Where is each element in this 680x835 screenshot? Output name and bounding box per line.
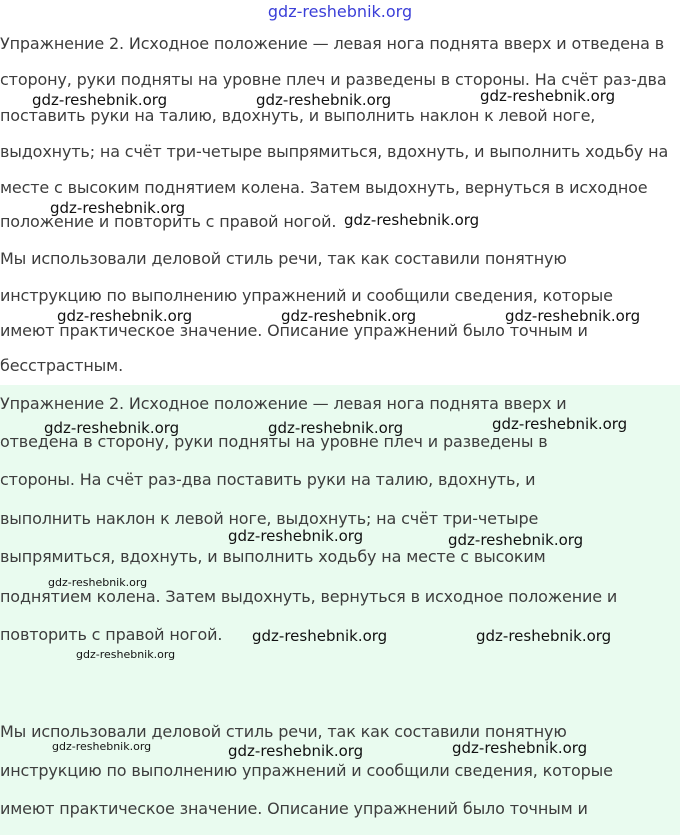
watermark: gdz-reshebnik.org — [228, 742, 364, 760]
text-line: инструкцию по выполнению упражнений и сообщили сведения, которые — [0, 761, 613, 780]
watermark: gdz-reshebnik.org — [256, 91, 392, 109]
watermark: gdz-reshebnik.org — [480, 87, 616, 105]
text-line: бесстрастным. — [0, 356, 124, 375]
text-line: сторону, руки подняты на уровне плеч и разведены в стороны. На счёт раз-два — [0, 70, 667, 89]
watermark: gdz-reshebnik.org — [344, 211, 480, 229]
watermark: gdz-reshebnik.org — [44, 419, 180, 437]
text-line: стороны. На счёт раз-два поставить руки на талию, вдохнуть, и — [0, 470, 536, 489]
watermark: gdz-reshebnik.org — [452, 739, 588, 757]
watermark: gdz-reshebnik.org — [448, 531, 584, 549]
site-link[interactable]: gdz-reshebnik.org — [267, 2, 413, 21]
answer-text-block — [0, 385, 680, 835]
text-line: инструкцию по выполнению упражнений и сообщили сведения, которые — [0, 286, 613, 305]
watermark: gdz-reshebnik.org — [476, 627, 612, 645]
text-line: Упражнение 2. Исходное положение — левая нога поднята вверх и отведена в — [0, 34, 665, 53]
watermark: gdz-reshebnik.org — [57, 307, 193, 325]
watermark: gdz-reshebnik.org — [281, 307, 417, 325]
watermark: gdz-reshebnik.org — [505, 307, 641, 325]
watermark: gdz-reshebnik.org — [48, 576, 148, 589]
text-line: выдохнуть; на счёт три-четыре выпрямиться, вдохнуть, и выполнить ходьбу на — [0, 142, 669, 161]
text-line: положение и повторить с правой ногой. — [0, 212, 337, 231]
watermark: gdz-reshebnik.org — [50, 199, 186, 217]
text-line: Упражнение 2. Исходное положение — левая нога поднята вверх и — [0, 394, 567, 413]
text-line: отведена в сторону, руки подняты на уровне плеч и разведены в — [0, 432, 548, 451]
watermark: gdz-reshebnik.org — [32, 91, 168, 109]
text-line: Мы использовали деловой стиль речи, так как составили понятную — [0, 249, 567, 268]
watermark: gdz-reshebnik.org — [76, 648, 176, 661]
text-line: поставить руки на талию, вдохнуть, и выполнить наклон к левой ноге, — [0, 106, 596, 125]
text-line: имеют практическое значение. Описание упражнений было точным и — [0, 799, 588, 818]
watermark: gdz-reshebnik.org — [252, 627, 388, 645]
text-line: имеют практическое значение. Описание упражнений было точным и — [0, 321, 588, 340]
text-line: повторить с правой ногой. — [0, 625, 223, 644]
text-line: выполнить наклон к левой ноге, выдохнуть; на счёт три-четыре — [0, 509, 539, 528]
watermark: gdz-reshebnik.org — [228, 527, 364, 545]
watermark: gdz-reshebnik.org — [492, 415, 628, 433]
watermark: gdz-reshebnik.org — [52, 740, 152, 753]
text-line: Мы использовали деловой стиль речи, так как составили понятную — [0, 722, 567, 741]
text-line: месте с высоким поднятием колена. Затем выдохнуть, вернуться в исходное — [0, 178, 648, 197]
text-line: выпрямиться, вдохнуть, и выполнить ходьбу на месте с высоким — [0, 547, 546, 566]
watermark: gdz-reshebnik.org — [268, 419, 404, 437]
text-line: поднятием колена. Затем выдохнуть, вернуться в исходное положение и — [0, 587, 618, 606]
